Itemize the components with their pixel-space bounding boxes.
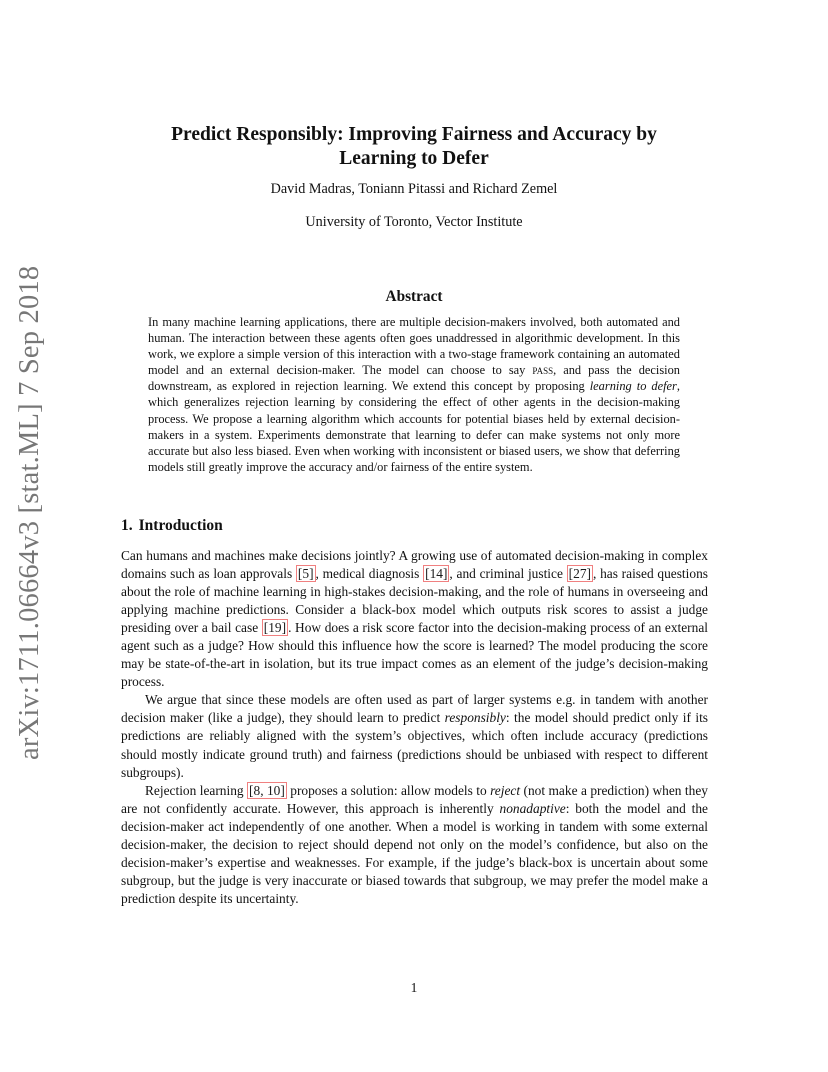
citation-link[interactable]: [14] (425, 566, 448, 582)
reject-term: reject (490, 782, 521, 798)
section-number: 1. (121, 517, 133, 534)
intro-paragraph-1: Can humans and machines make decisions jointly? A growing use of automated decision-making in complex domains such as loan approvals [5] , medical diagnosis [14] , and criminal justice [27] , has raised questions about the role of machine learning in high-stakes decision-making, and the role of humans in overseeing and applying machine predictions. Consider a black-box model which outputs risk scores to assist a judge presiding over a bail case [19] . How does a risk score factor into the decision-making process of an external agent such as a judge? How should this influence how the score is learned? The model producing the score may be state-of-the-art in isolation, but its true impact comes as an element of the judge’s decision-making process. (121, 548, 708, 690)
nonadaptive-term: nonadaptive (499, 800, 566, 816)
title-line-1: Predict Responsibly: Improving Fairness and Accuracy by (171, 124, 657, 145)
section-title: Introduction (138, 517, 223, 534)
citation-link[interactable]: [27] (568, 566, 591, 582)
author-list: David Madras, Toniann Pitassi and Richard Zemel (270, 181, 558, 197)
abstract-heading: Abstract (385, 288, 443, 305)
affiliation: University of Toronto, Vector Institute (305, 214, 523, 230)
citation-link[interactable]: [8, 10] (249, 782, 285, 798)
arxiv-stamp: arXiv:1711.06664v3 [stat.ML] 7 Sep 2018 (14, 265, 45, 760)
pass-keyword: pass (532, 363, 554, 378)
page-number: 1 (410, 980, 418, 995)
learning-to-defer-term: learning to defer (589, 379, 677, 394)
intro-paragraph-2: We argue that since these models are often used as part of larger systems e.g. in tandem with another decision maker (like a judge), they should learn to predict responsibly: the model should predict only if its predictions are reliably aligned with the system’s objectives, which often include accuracy (predictions should mostly indicate ground truth) and fairness (predictions should be unbiased with respect to different subgroups). (121, 692, 709, 780)
paper-title (100, 123, 728, 171)
section-heading-introduction (121, 516, 708, 536)
abstract-body: In many machine learning applications, there are multiple decision-makers involved, both automated and human. The interaction between these agents often goes unaddressed in algorithmic development. In this work, we explore a simple version of this interaction with a two-stage framework containing an automated model and an external decision-maker. The model can choose to say pass, and pass the decision downstream, as explored in rejection learning. We extend this concept by proposing learning to defer, which generalizes rejection learning by considering the effect of other agents in the decision-making process. We propose a learning algorithm which accounts for potential biases held by external decision-makers in a system. Experiments demonstrate that learning to defer can make systems not only more accurate but also less biased. Even when working with inconsistent or biased users, we show that deferring models still greatly improve the accuracy and/or fairness of the entire system. (148, 315, 680, 474)
citation-link[interactable]: [5] (297, 566, 314, 582)
citation-link[interactable]: [19] (263, 620, 287, 636)
introduction-body (121, 547, 708, 908)
responsibly-term: responsibly (444, 710, 506, 726)
title-line-2: Learning to Defer (339, 148, 489, 169)
intro-paragraph-3: Rejection learning [8, 10] proposes a solution: allow models to reject (not make a prediction) when they are not confidently accurate. However, this approach is inherently nonadaptive: both the model and the decision-maker act independently of one another. When a model is working in tandem with some external decision-maker, the decision to reject should depend not only on the model’s confidence, but also on the decision-maker’s expertise and weaknesses. For example, if the judge’s black-box is uncertain about some subgroup, but the judge is very inaccurate or biased towards that subgroup, we may prefer the model make a prediction despite its uncertainty. (121, 782, 708, 906)
